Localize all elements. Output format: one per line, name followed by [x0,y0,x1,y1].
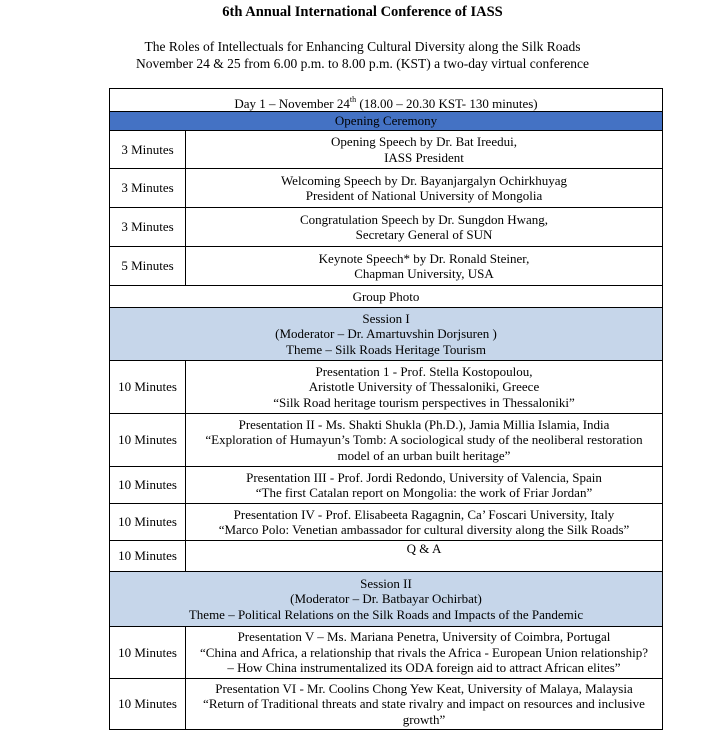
opening-ceremony-title: Opening Ceremony [110,112,663,131]
item-cell [186,247,663,286]
table-row [110,414,663,467]
item-line: Presentation III - Prof. Jordi Redondo, University of Valencia, Spain [246,469,602,485]
table-row [110,541,663,572]
duration-cell: 10 Minutes [110,541,186,572]
item-line: “Silk Road heritage tourism perspectives in Thessaloniki” [273,394,575,410]
conference-title: 6th Annual International Conference of IASS [222,4,503,20]
conference-subtitle [0,38,725,72]
item-line: Chapman University, USA [354,266,494,281]
item-line: Keynote Speech* by Dr. Ronald Steiner, [318,250,530,266]
item-line: Aristotle University of Thessaloniki, Greece [308,379,540,395]
duration-cell: 3 Minutes [110,131,186,169]
item-line: Presentation IV - Prof. Elisabeeta Ragagnin, Ca’ Foscari University, Italy [233,506,615,522]
item-line: IASS President [384,149,464,165]
item-line: “The first Catalan report on Mongolia: the work of Friar Jordan” [255,485,593,500]
duration-cell: 5 Minutes [110,247,186,286]
table-row [110,467,663,504]
duration-cell: 10 Minutes [110,627,186,679]
day-header [110,89,663,112]
table-row [110,208,663,247]
session-2-header [110,572,663,627]
program-table [109,88,663,730]
table-row [110,361,663,414]
item-line: Welcoming Speech by Dr. Bayanjargalyn Ochirkhuyag [280,172,568,188]
session-1-header [110,308,663,361]
opening-ceremony-row [110,112,663,131]
item-cell [186,627,663,679]
item-line: growth” [402,711,446,727]
duration-cell: 3 Minutes [110,208,186,247]
session-1-theme: Theme – Silk Roads Heritage Tourism [286,341,486,357]
session-2-header-row [110,572,663,627]
duration-cell: 3 Minutes [110,169,186,208]
day-header-row [110,89,663,112]
session-1-moderator: (Moderator – Dr. Amartuvshin Dorjsuren ) [275,326,497,342]
subtitle-theme: The Roles of Intellectuals for Enhancing Cultural Diversity along the Silk Roads [144,39,581,54]
item-line: Congratulation Speech by Dr. Sungdon Hwang, [299,211,549,227]
table-row [110,169,663,208]
day-sup: th [349,94,357,104]
item-line: model of an urban built heritage” [337,447,511,463]
item-line: Q & A [406,541,442,556]
item-line: “Marco Polo: Venetian ambassador for cultural diversity along the Silk Roads” [218,522,630,537]
group-photo-row [110,286,663,308]
item-cell [186,504,663,541]
session-1-title: Session I [362,310,410,326]
table-row [110,627,663,679]
subtitle-dates: November 24 & 25 from 6.00 p.m. to 8.00 p.m. (KST) a two-day virtual conference [136,56,589,71]
session-2-moderator: (Moderator – Dr. Batbayar Ochirbat) [290,591,482,607]
table-row [110,247,663,286]
session-2-title: Session II [360,575,412,591]
item-cell [186,414,663,467]
table-row [110,131,663,169]
day-suffix: (18.00 – 20.30 KST- 130 minutes) [356,95,538,111]
day-prefix: Day 1 – November 24 [234,95,350,111]
duration-cell: 10 Minutes [110,504,186,541]
session-1-header-row [110,308,663,361]
item-line: Presentation 1 - Prof. Stella Kostopoulou, [315,363,533,379]
item-cell [186,467,663,504]
duration-cell: 10 Minutes [110,361,186,414]
table-row [110,679,663,730]
item-cell [186,541,663,572]
duration-cell: 10 Minutes [110,679,186,730]
item-line: “China and Africa, a relationship that rivals the Africa - European Union relationship? [200,644,648,660]
item-line: Presentation II - Ms. Shakti Shukla (Ph.D.), Jamia Millia Islamia, India [238,416,610,432]
item-line: – How China instrumentalized its ODA foreign aid to attract African elites” [227,660,621,676]
item-cell [186,679,663,730]
duration-cell: 10 Minutes [110,414,186,467]
item-line: Secretary General of SUN [355,227,493,242]
duration-cell: 10 Minutes [110,467,186,504]
item-cell [186,208,663,247]
item-line: Opening Speech by Dr. Bat Ireedui, [331,134,517,149]
item-line: President of National University of Mongolia [305,188,543,203]
item-cell [186,131,663,169]
item-line: Presentation V – Ms. Mariana Penetra, University of Coimbra, Portugal [237,629,611,645]
item-line: “Exploration of Humayun’s Tomb: A sociological study of the neoliberal restoration [205,432,643,448]
session-2-theme: Theme – Political Relations on the Silk Roads and Impacts of the Pandemic [188,606,584,622]
item-line: “Return of Traditional threats and state rivalry and impact on resources and inclusive [203,696,645,712]
table-row [110,504,663,541]
group-photo: Group Photo [110,286,663,308]
item-line: Presentation VI - Mr. Coolins Chong Yew Keat, University of Malaya, Malaysia [215,680,633,696]
item-cell [186,361,663,414]
item-cell [186,169,663,208]
